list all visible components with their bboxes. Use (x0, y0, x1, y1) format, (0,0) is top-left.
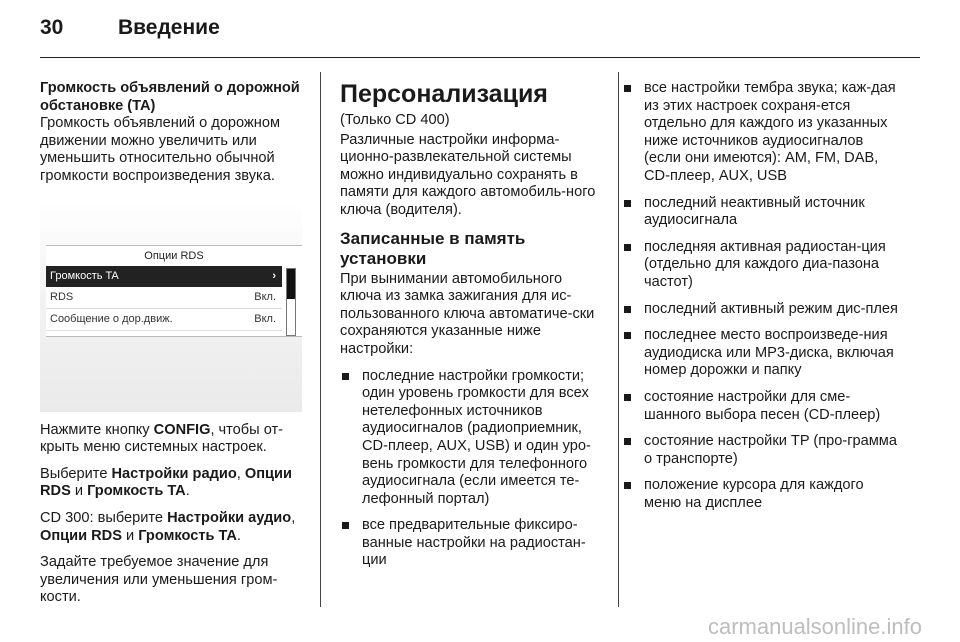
list-item-text: все настройки тембра звука; каж-дая из этих настроек сохраня-ется отдельно для каждого из указанных ниже источников аудиосигналов (если они имеются): AM, FM, DAB, CD-плеер, AUX, USB (644, 80, 896, 184)
bullet-icon (342, 373, 349, 380)
chevron-right-icon: › (272, 269, 276, 282)
menu-item-ta-volume[interactable] (46, 266, 282, 287)
menu-ref: Настройки аудио (167, 509, 292, 526)
column-3 (622, 80, 902, 521)
bullet-icon (624, 244, 631, 251)
column-divider (618, 72, 619, 607)
text: и (70, 483, 88, 500)
list-item (622, 80, 902, 186)
bullet-icon (624, 306, 631, 313)
list-item (622, 477, 902, 512)
ta-volume-heading: Громкость объявлений о дорожной обстановке (TA) (40, 80, 300, 114)
rds-options-menu (46, 245, 302, 337)
list-item (622, 195, 902, 230)
list-item-text: положение курсора для каждого меню на дисплее (644, 477, 864, 511)
text: , чтобы от-крыть меню системных настроек. (40, 421, 284, 456)
section-title: Введение (118, 16, 220, 39)
cd300-paragraph (40, 510, 302, 545)
list-item-text: последний неактивный источник аудиосигнала (644, 194, 865, 229)
personalization-intro: Различные настройки информа-ционно-развлекательной системы можно индивидуально сохранять в памяти для каждого автомобиль-ного ключа (водителя). (340, 131, 596, 218)
cd400-note: (Только CD 400) (340, 112, 450, 128)
text: Выберите (40, 465, 112, 482)
page-number: 30 (40, 16, 64, 39)
bullet-icon (624, 85, 631, 92)
column-divider (320, 72, 321, 607)
list-item-text: состояние настройки для сме-шанного выбора песен (CD-плеер) (644, 388, 881, 423)
list-item (340, 517, 602, 570)
list-item-text: последние настройки громкости; один уровень громкости для всех нетелефонных источников аудиосигналов (радиоприемник, CD-плеер, AUX, USB) и один уро-вень громкости для телефонного аудиосигнала (если имеется те-лефонный портал) (362, 367, 591, 507)
list-item (622, 389, 902, 424)
menu-scrollbar[interactable] (286, 268, 296, 336)
column-1 (40, 80, 302, 616)
list-item-text: все предварительные фиксиро-ванные настройки на радиостан-ции (362, 517, 586, 569)
menu-ref: Громкость TA (138, 527, 237, 544)
text: , (291, 509, 296, 526)
header-rule (40, 57, 920, 58)
list-item-text: последняя активная радиостан-ция (отдельно для каждого диа-пазона частот) (644, 238, 886, 290)
bullet-icon (624, 200, 631, 207)
text: , (236, 465, 245, 482)
menu-item-value: Вкл. (254, 290, 276, 303)
text: и (121, 527, 139, 544)
text: CD 300: выберите (40, 509, 168, 526)
list-item-text: последний активный режим дис-плея (644, 300, 898, 317)
watermark: carmanualsonline.info (707, 614, 922, 639)
text: Нажмите кнопку (40, 421, 154, 438)
bullet-icon (624, 394, 631, 401)
menu-item-value: Вкл. (254, 312, 276, 325)
menu-title: Опции RDS (144, 249, 204, 262)
scrollbar-thumb[interactable] (287, 269, 295, 299)
bullet-icon (624, 332, 631, 339)
menu-item-traffic-message[interactable] (46, 309, 282, 331)
config-paragraph (40, 422, 302, 457)
config-button-label: CONFIG (153, 421, 211, 438)
menu-ref: Громкость TA (87, 483, 186, 500)
page-header (40, 16, 920, 46)
list-item (622, 239, 902, 292)
select-paragraph (40, 466, 302, 501)
menu-item-label: Громкость TA (50, 269, 119, 282)
personalization-heading: Персонализация (340, 80, 548, 108)
text: . (236, 527, 241, 544)
stored-settings-text: При вынимании автомобильного ключа из замка зажигания для ис-пользованного ключа автоматиче-ски сохраняются указанные ниже настройки: (340, 270, 595, 357)
menu-item-label: RDS (50, 290, 74, 303)
menu-item-rds[interactable] (46, 287, 282, 309)
text: . (185, 483, 190, 500)
list-item (622, 327, 902, 380)
stored-settings-list (340, 368, 602, 571)
list-item (340, 368, 602, 509)
column-2 (340, 80, 602, 579)
rds-options-screenshot (40, 200, 302, 412)
menu-ref: Опции RDS (40, 465, 292, 500)
list-item-text: состояние настройки TP (про-грамма о транспорте) (644, 433, 897, 467)
ta-volume-intro: Громкость объявлений о дорожном движении можно увеличить или уменьшить относительно обычной громкости воспроизведения звука. (40, 115, 280, 184)
bullet-icon (624, 438, 631, 445)
list-item (622, 433, 902, 468)
stored-settings-heading: Записанные в память установки (340, 228, 526, 268)
menu-item-label: Сообщение о дор.движ. (50, 312, 173, 325)
bullet-icon (624, 482, 631, 489)
menu-ref: Опции RDS (40, 527, 122, 544)
list-item-text: последнее место воспроизведе-ния аудиодиска или MP3-диска, включая номер дорожки и папку (644, 327, 894, 379)
bullet-icon (342, 522, 349, 529)
menu-ref: Настройки радио (111, 465, 237, 482)
set-value-paragraph: Задайте требуемое значение для увеличения или уменьшения гром-кости. (40, 554, 278, 606)
stored-settings-list-continued (622, 80, 902, 512)
list-item (622, 301, 902, 319)
